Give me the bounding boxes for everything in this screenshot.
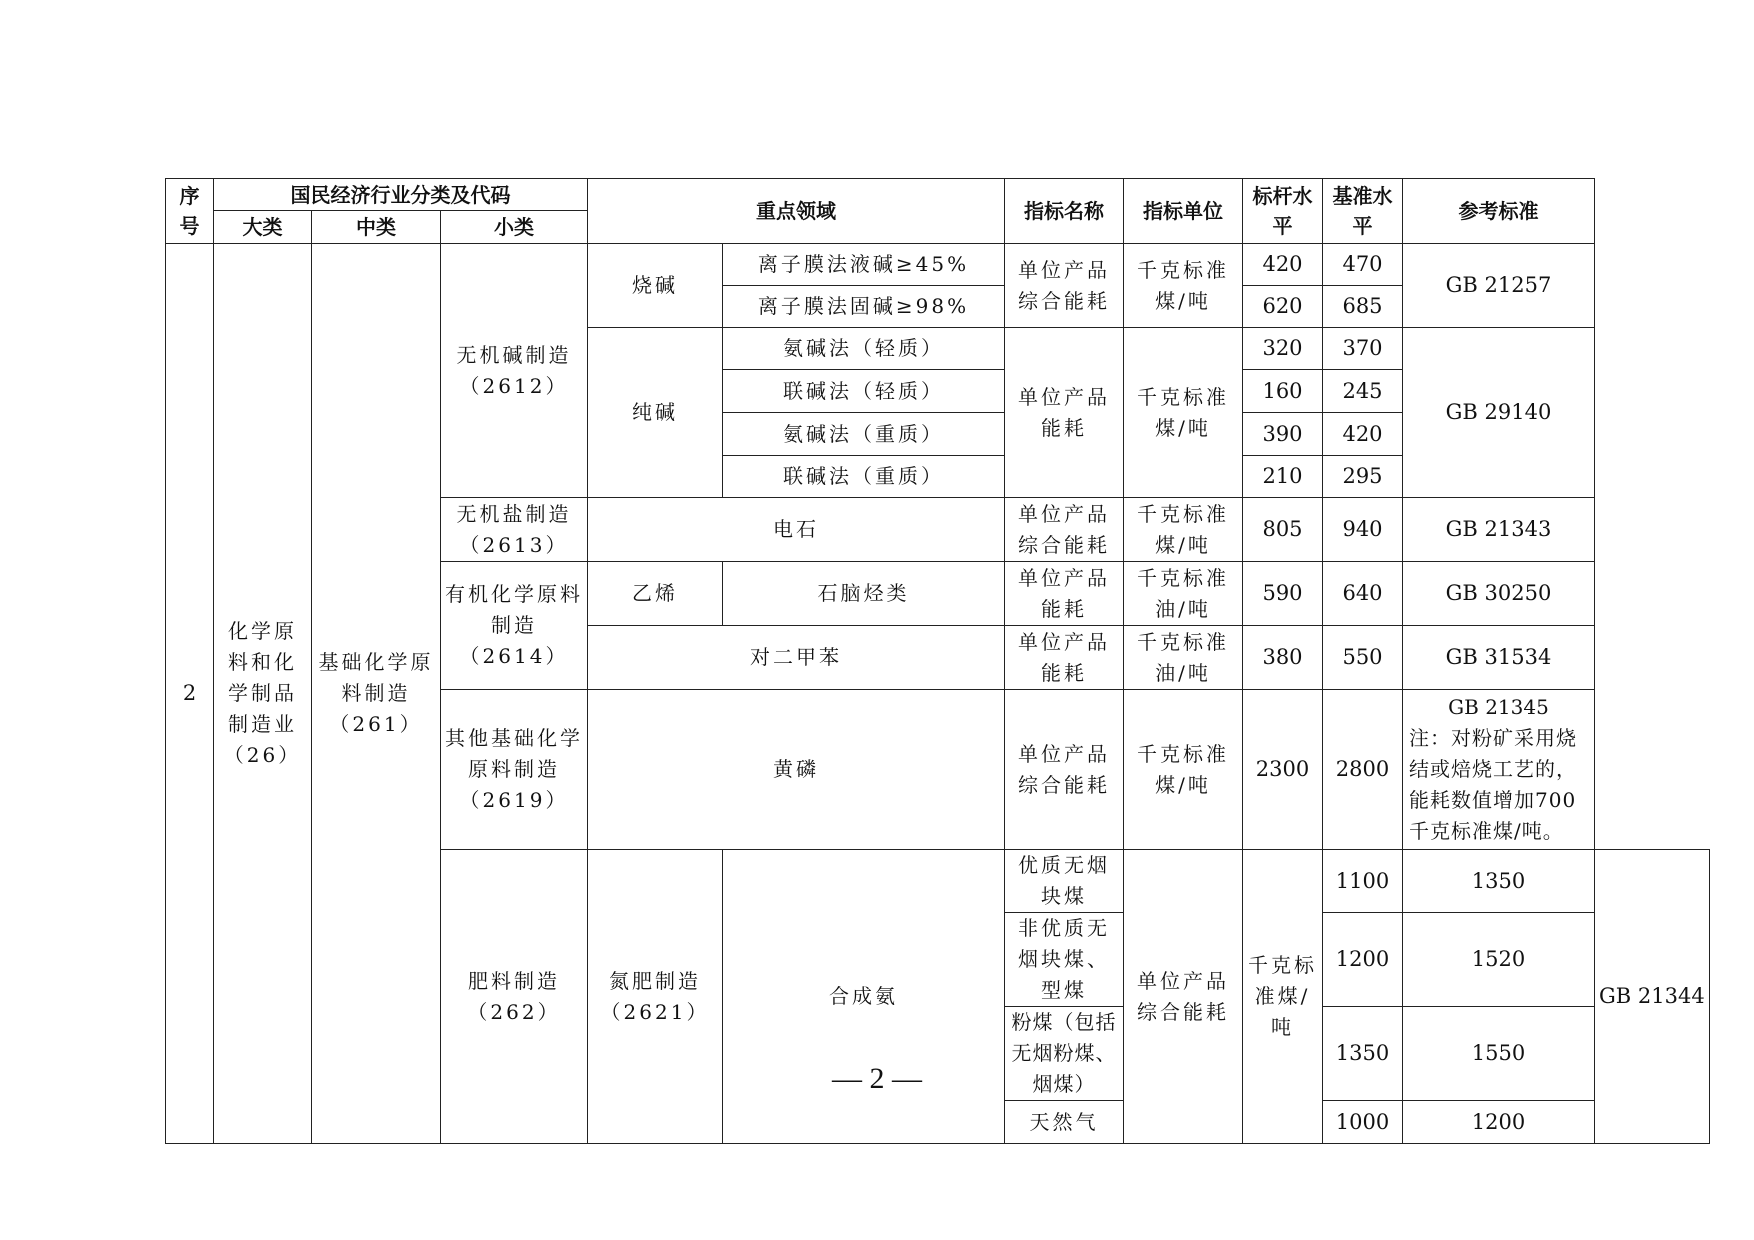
product-name: 粉煤（包括无烟粉煤、烟煤） bbox=[1005, 1007, 1124, 1101]
indicator-name: 单位产品能耗 bbox=[1005, 626, 1124, 690]
product-name: 天然气 bbox=[1005, 1101, 1124, 1144]
reference-standard-with-note bbox=[1403, 690, 1595, 850]
indicator-unit: 千克标准煤/吨 bbox=[1243, 850, 1323, 1144]
header-major: 大类 bbox=[214, 211, 312, 244]
indicator-name: 单位产品综合能耗 bbox=[1005, 690, 1124, 850]
baseline-value: 640 bbox=[1323, 562, 1403, 626]
middle-category-basic-chemicals: 基础化学原料制造（261） bbox=[312, 244, 441, 1144]
header-reference: 参考标准 bbox=[1403, 179, 1595, 244]
product-name: 优质无烟块煤 bbox=[1005, 850, 1124, 913]
baseline-value: 470 bbox=[1323, 244, 1403, 286]
header-seq: 序号 bbox=[166, 179, 214, 244]
benchmark-value: 2300 bbox=[1243, 690, 1323, 850]
product-name: 联碱法（重质） bbox=[723, 456, 1005, 498]
page-number: — 2 — bbox=[832, 1062, 922, 1095]
benchmark-value: 1350 bbox=[1323, 1007, 1403, 1101]
product-name: 联碱法（轻质） bbox=[723, 370, 1005, 413]
indicator-name: 单位产品能耗 bbox=[1005, 328, 1124, 498]
benchmark-value: 210 bbox=[1243, 456, 1323, 498]
benchmark-value: 320 bbox=[1243, 328, 1323, 370]
benchmark-value: 620 bbox=[1243, 286, 1323, 328]
indicator-name: 单位产品能耗 bbox=[1005, 562, 1124, 626]
baseline-value: 295 bbox=[1323, 456, 1403, 498]
header-indicator-unit: 指标单位 bbox=[1124, 179, 1243, 244]
energy-benchmark-table bbox=[165, 178, 1710, 1144]
baseline-value: 940 bbox=[1323, 498, 1403, 562]
minor-category-nitrogen-fertilizer: 氮肥制造（2621） bbox=[588, 850, 723, 1144]
baseline-value: 1200 bbox=[1403, 1101, 1595, 1144]
benchmark-value: 160 bbox=[1243, 370, 1323, 413]
major-category: 化学原料和化学制品制造业（26） bbox=[214, 244, 312, 1144]
header-baseline: 基准水平 bbox=[1323, 179, 1403, 244]
indicator-unit: 千克标准煤/吨 bbox=[1124, 244, 1243, 328]
header-middle: 中类 bbox=[312, 211, 441, 244]
indicator-unit: 千克标准煤/吨 bbox=[1124, 498, 1243, 562]
benchmark-value: 590 bbox=[1243, 562, 1323, 626]
field-soda-ash: 纯碱 bbox=[588, 328, 723, 498]
reference-standard: GB 31534 bbox=[1403, 626, 1595, 690]
product-name: 氨碱法（轻质） bbox=[723, 328, 1005, 370]
benchmark-value: 1200 bbox=[1323, 913, 1403, 1007]
field-synthetic-ammonia: 合成氨 bbox=[723, 850, 1005, 1144]
reference-standard: GB 30250 bbox=[1403, 562, 1595, 626]
product-name: 离子膜法固碱≥98% bbox=[723, 286, 1005, 328]
indicator-name: 单位产品综合能耗 bbox=[1005, 498, 1124, 562]
field-paraxylene: 对二甲苯 bbox=[588, 626, 1005, 690]
baseline-value: 1350 bbox=[1403, 850, 1595, 913]
baseline-value: 550 bbox=[1323, 626, 1403, 690]
header-industry: 国民经济行业分类及代码 bbox=[214, 179, 588, 211]
baseline-value: 1520 bbox=[1403, 913, 1595, 1007]
product-name: 非优质无烟块煤、型煤 bbox=[1005, 913, 1124, 1007]
field-calcium-carbide: 电石 bbox=[588, 498, 1005, 562]
minor-category-inorganic-salt: 无机盐制造（2613） bbox=[441, 498, 588, 562]
field-caustic-soda: 烧碱 bbox=[588, 244, 723, 328]
baseline-value: 2800 bbox=[1323, 690, 1403, 850]
reference-standard: GB 21257 bbox=[1403, 244, 1595, 328]
indicator-unit: 千克标准煤/吨 bbox=[1124, 328, 1243, 498]
baseline-value: 1550 bbox=[1403, 1007, 1595, 1101]
baseline-value: 370 bbox=[1323, 328, 1403, 370]
middle-category-fertilizer: 肥料制造（262） bbox=[441, 850, 588, 1144]
minor-category-other-basic-chemicals: 其他基础化学原料制造（2619） bbox=[441, 690, 588, 850]
benchmark-value: 1100 bbox=[1323, 850, 1403, 913]
benchmark-value: 420 bbox=[1243, 244, 1323, 286]
indicator-unit: 千克标准油/吨 bbox=[1124, 562, 1243, 626]
baseline-value: 245 bbox=[1323, 370, 1403, 413]
reference-standard: GB 21345 bbox=[1448, 695, 1549, 719]
field-ethylene: 乙烯 bbox=[588, 562, 723, 626]
benchmark-value: 805 bbox=[1243, 498, 1323, 562]
product-name: 氨碱法（重质） bbox=[723, 413, 1005, 456]
baseline-value: 420 bbox=[1323, 413, 1403, 456]
standard-note: 注：对粉矿采用烧结或焙烧工艺的，能耗数值增加700千克标准煤/吨。 bbox=[1409, 726, 1577, 843]
header-indicator-name: 指标名称 bbox=[1005, 179, 1124, 244]
benchmark-value: 390 bbox=[1243, 413, 1323, 456]
benchmark-value: 1000 bbox=[1323, 1101, 1403, 1144]
baseline-value: 685 bbox=[1323, 286, 1403, 328]
header-minor: 小类 bbox=[441, 211, 588, 244]
benchmark-value: 380 bbox=[1243, 626, 1323, 690]
reference-standard: GB 29140 bbox=[1403, 328, 1595, 498]
indicator-name: 单位产品综合能耗 bbox=[1005, 244, 1124, 328]
indicator-unit: 千克标准油/吨 bbox=[1124, 626, 1243, 690]
minor-category-inorganic-alkali: 无机碱制造（2612） bbox=[441, 244, 588, 498]
product-name: 石脑烃类 bbox=[723, 562, 1005, 626]
product-name: 离子膜法液碱≥45% bbox=[723, 244, 1005, 286]
seq-cell: 2 bbox=[166, 244, 214, 1144]
field-yellow-phosphorus: 黄磷 bbox=[588, 690, 1005, 850]
indicator-unit: 千克标准煤/吨 bbox=[1124, 690, 1243, 850]
header-benchmark: 标杆水平 bbox=[1243, 179, 1323, 244]
minor-category-organic-chemicals: 有机化学原料制造（2614） bbox=[441, 562, 588, 690]
indicator-name: 单位产品综合能耗 bbox=[1124, 850, 1243, 1144]
header-field: 重点领域 bbox=[588, 179, 1005, 244]
reference-standard: GB 21344 bbox=[1595, 850, 1710, 1144]
reference-standard: GB 21343 bbox=[1403, 498, 1595, 562]
